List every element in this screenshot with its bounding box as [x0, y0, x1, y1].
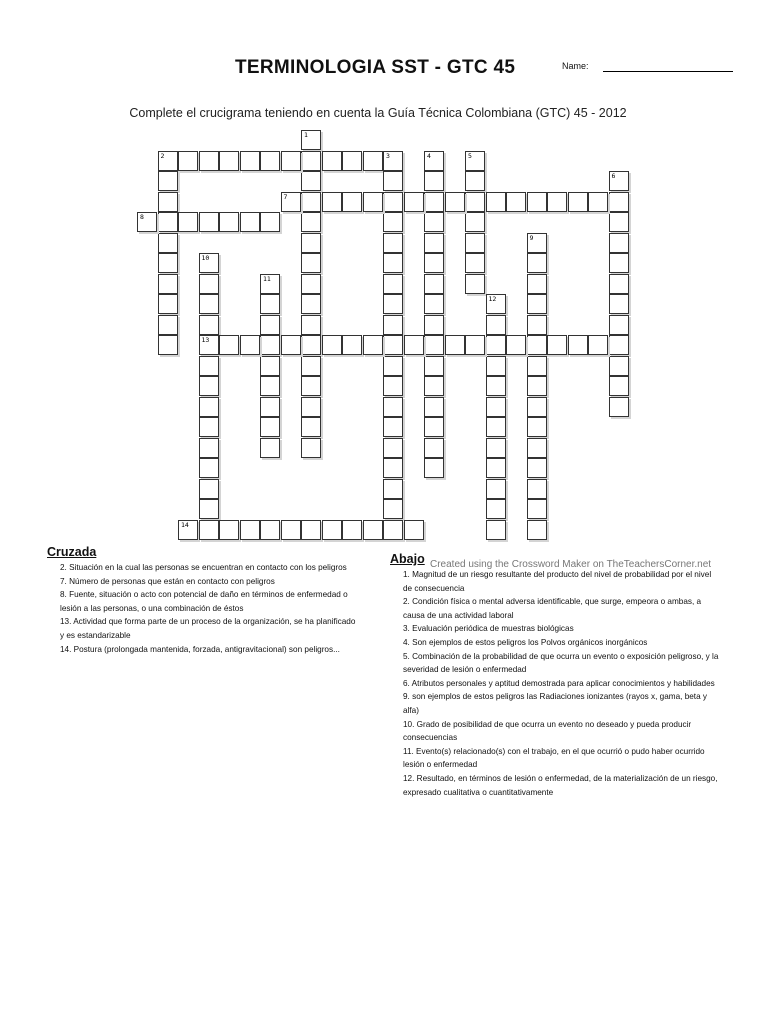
crossword-cell[interactable]	[424, 171, 444, 191]
crossword-cell[interactable]	[486, 397, 506, 417]
page-subtitle: Complete el crucigrama teniendo en cuenta la Guía Técnica Colombiana (GTC) 45 - 2012	[129, 106, 627, 120]
across-clue-13: 13. Actividad que forma parte de un proceso de la organización, se ha planificado y es estandarizable	[60, 617, 356, 640]
crossword-cell[interactable]	[301, 171, 321, 191]
crossword-cell[interactable]	[383, 274, 403, 294]
crossword-cell[interactable]	[486, 192, 506, 212]
name-field-line[interactable]	[603, 71, 733, 72]
crossword-cell[interactable]	[342, 520, 362, 540]
crossword-cell[interactable]	[383, 192, 403, 212]
crossword-cell[interactable]	[199, 520, 219, 540]
down-clue-5: 5. Combinación de la probabilidad de que ocurra un evento o exposición peligroso, y la severidad de lesión o enfermedad	[403, 651, 719, 675]
crossword-cell[interactable]	[424, 438, 444, 458]
down-clue-12: 12. Resultado, en términos de lesión o enfermedad, de la materialización de un riesgo, expresado cualitativa o cuantitativamente	[403, 773, 718, 797]
crossword-cell[interactable]	[219, 151, 239, 171]
crossword-cell[interactable]	[486, 356, 506, 376]
crossword-cell[interactable]	[281, 151, 301, 171]
crossword-cell[interactable]	[301, 520, 321, 540]
crossword-cell[interactable]	[424, 397, 444, 417]
crossword-cell[interactable]	[383, 356, 403, 376]
crossword-cell[interactable]	[609, 376, 629, 396]
across-clue-2: 2. Situación en la cual las personas se encuentran en contacto con los peligros	[60, 563, 347, 572]
crossword-cell[interactable]	[383, 253, 403, 273]
crossword-cell[interactable]	[609, 233, 629, 253]
crossword-cell[interactable]	[609, 315, 629, 335]
crossword-cell[interactable]	[260, 520, 280, 540]
crossword-cell[interactable]	[158, 274, 178, 294]
crossword-cell[interactable]	[199, 458, 219, 478]
crossword-cell[interactable]	[301, 356, 321, 376]
crossword-cell[interactable]	[383, 294, 403, 314]
clue-number: 1	[304, 131, 308, 139]
clue-number: 4	[427, 151, 431, 160]
crossword-cell[interactable]	[486, 458, 506, 478]
crossword-cell[interactable]	[506, 335, 526, 355]
clue-number: 3	[386, 151, 390, 160]
crossword-cell[interactable]	[178, 520, 198, 540]
across-heading: Cruzada	[47, 545, 97, 559]
crossword-cell[interactable]	[609, 171, 629, 191]
down-clue-4: 4. Son ejemplos de estos peligros los Polvos orgánicos inorgánicos	[403, 637, 648, 647]
credit-text: Created using the Crossword Maker on TheTeachersCorner.net	[430, 559, 712, 570]
crossword-cell[interactable]	[404, 335, 424, 355]
crossword-cell[interactable]	[260, 151, 280, 171]
crossword-cell[interactable]	[301, 253, 321, 273]
crossword-cell[interactable]	[199, 294, 219, 314]
crossword-cell[interactable]	[178, 151, 198, 171]
crossword-cell[interactable]	[260, 438, 280, 458]
crossword-cell[interactable]	[424, 192, 444, 212]
clue-number: 7	[283, 192, 288, 201]
clue-number: 12	[488, 295, 497, 303]
crossword-cell[interactable]	[424, 212, 444, 232]
crossword-cell[interactable]	[609, 253, 629, 273]
crossword-cell[interactable]	[240, 151, 260, 171]
crossword-cell[interactable]	[547, 192, 567, 212]
crossword-cell[interactable]	[383, 417, 403, 437]
crossword-cell[interactable]	[465, 253, 485, 273]
clue-number: 13	[201, 336, 210, 344]
crossword-cell[interactable]	[527, 192, 547, 212]
crossword-cell[interactable]	[609, 274, 629, 294]
crossword-cell[interactable]	[486, 438, 506, 458]
crossword-cell[interactable]	[301, 274, 321, 294]
crossword-cell[interactable]	[404, 192, 424, 212]
crossword-cell[interactable]	[260, 397, 280, 417]
crossword-cell[interactable]	[527, 499, 547, 519]
crossword-cell[interactable]	[342, 151, 362, 171]
crossword-cell[interactable]	[486, 376, 506, 396]
down-clue-list	[403, 568, 721, 799]
crossword-cell[interactable]	[486, 520, 506, 540]
across-clue-7: 7. Número de personas que están en contacto con peligros	[60, 576, 275, 586]
crossword-cell[interactable]	[383, 438, 403, 458]
crossword-cell[interactable]	[322, 520, 342, 540]
crossword-cell[interactable]	[240, 212, 260, 232]
crossword-cell[interactable]	[199, 335, 219, 355]
crossword-cell[interactable]	[609, 192, 629, 212]
crossword-cell[interactable]	[383, 458, 403, 478]
crossword-cell[interactable]	[260, 294, 280, 314]
down-clue-2: 2. Condición física o mental adversa identificable, que surge, empeora o ambas, a causa de una actividad laboral	[403, 597, 702, 620]
crossword-cell[interactable]	[424, 315, 444, 335]
crossword-cell[interactable]	[383, 233, 403, 253]
crossword-cell[interactable]	[609, 294, 629, 314]
crossword-cell[interactable]	[527, 274, 547, 294]
crossword-cell[interactable]	[609, 335, 629, 355]
crossword-cell[interactable]	[301, 376, 321, 396]
crossword-cell[interactable]	[240, 335, 260, 355]
crossword-cell[interactable]	[342, 335, 362, 355]
crossword-cell[interactable]	[445, 335, 465, 355]
crossword-cell[interactable]	[424, 233, 444, 253]
crossword-cell[interactable]	[506, 192, 526, 212]
crossword-cell[interactable]	[486, 499, 506, 519]
crossword-cell[interactable]	[527, 397, 547, 417]
crossword-cell[interactable]	[383, 376, 403, 396]
page-title: TERMINOLOGIA SST - GTC 45	[235, 57, 516, 78]
across-clue-14: 14. Postura (prolongada mantenida, forzada, antigravitacional) son peligros...	[60, 644, 340, 654]
crossword-cell[interactable]	[301, 438, 321, 458]
crossword-cell[interactable]	[527, 335, 547, 355]
crossword-cell[interactable]	[301, 192, 321, 212]
crossword-cell[interactable]	[486, 335, 506, 355]
crossword-cell[interactable]	[465, 151, 485, 171]
crossword-cell[interactable]	[404, 520, 424, 540]
clue-number: 2	[160, 151, 165, 160]
crossword-cell[interactable]	[527, 376, 547, 396]
crossword-cell[interactable]	[609, 212, 629, 232]
crossword-cell[interactable]	[219, 335, 239, 355]
crossword-cell[interactable]	[301, 151, 321, 171]
crossword-cell[interactable]	[486, 417, 506, 437]
crossword-cell[interactable]	[322, 335, 342, 355]
crossword-cell[interactable]	[199, 397, 219, 417]
clue-number: 6	[611, 172, 616, 180]
crossword-cell[interactable]	[260, 376, 280, 396]
crossword-cell[interactable]	[199, 376, 219, 396]
clue-number: 8	[140, 213, 144, 221]
crossword-cell[interactable]	[199, 253, 219, 273]
crossword-cell[interactable]	[609, 356, 629, 376]
crossword-cell[interactable]	[158, 335, 178, 355]
crossword-cell[interactable]	[199, 274, 219, 294]
crossword-cell[interactable]	[158, 171, 178, 191]
crossword-cell[interactable]	[445, 192, 465, 212]
down-clue-11: 11. Evento(s) relacionado(s) con el trabajo, en el que ocurrió o pudo haber ocurrido lesión o enfermedad	[403, 746, 705, 770]
crossword-cell[interactable]	[424, 417, 444, 437]
crossword-cell[interactable]	[158, 294, 178, 314]
crossword-cell[interactable]	[568, 335, 588, 355]
crossword-cell[interactable]	[199, 315, 219, 335]
crossword-cell[interactable]	[260, 274, 280, 294]
crossword-cell[interactable]	[486, 479, 506, 499]
crossword-cell[interactable]	[260, 356, 280, 376]
down-heading: Abajo	[390, 552, 425, 566]
crossword-cell[interactable]	[588, 192, 608, 212]
crossword-cell[interactable]	[199, 479, 219, 499]
crossword-cell[interactable]	[199, 417, 219, 437]
crossword-cell[interactable]	[301, 233, 321, 253]
crossword-cell[interactable]	[383, 397, 403, 417]
across-clue-8: 8. Fuente, situación o acto con potencial de daño en términos de enfermedad o lesión a las personas, o una combinación de éstos	[60, 590, 348, 613]
crossword-cell[interactable]	[199, 212, 219, 232]
crossword-cell[interactable]	[527, 438, 547, 458]
crossword-cell[interactable]	[363, 192, 383, 212]
clue-number: 14	[181, 520, 189, 529]
crossword-cell[interactable]	[260, 212, 280, 232]
crossword-cell[interactable]	[281, 520, 301, 540]
crossword-cell[interactable]	[137, 212, 157, 232]
crossword-cell[interactable]	[322, 151, 342, 171]
crossword-cell[interactable]	[383, 212, 403, 232]
crossword-cell[interactable]	[281, 335, 301, 355]
crossword-cell[interactable]	[301, 212, 321, 232]
down-clue-10: 10. Grado de posibilidad de que ocurra un evento no deseado y pueda producir consecuencias	[403, 719, 692, 743]
crossword-cell[interactable]	[363, 151, 383, 171]
crossword-cell[interactable]	[322, 192, 342, 212]
crossword-cell[interactable]	[199, 356, 219, 376]
crossword-cell[interactable]	[527, 356, 547, 376]
down-clue-1: 1. Magnitud de un riesgo resultante del producto del nivel de probabilidad por el nivel de consecuencia	[403, 570, 712, 593]
crossword-cell[interactable]	[158, 212, 178, 232]
crossword-cell[interactable]	[465, 212, 485, 232]
crossword-cell[interactable]	[424, 376, 444, 396]
crossword-cell[interactable]	[527, 479, 547, 499]
crossword-cell[interactable]	[158, 151, 178, 171]
crossword-cell[interactable]	[465, 335, 485, 355]
crossword-cell[interactable]	[527, 294, 547, 314]
crossword-cell[interactable]	[199, 438, 219, 458]
crossword-cell[interactable]	[301, 417, 321, 437]
crossword-cell[interactable]	[588, 335, 608, 355]
crossword-cell[interactable]	[465, 274, 485, 294]
down-clue-3: 3. Evaluación periódica de muestras biológicas	[403, 624, 574, 634]
crossword-cell[interactable]	[219, 520, 239, 540]
crossword-cell[interactable]	[527, 458, 547, 478]
crossword-cell[interactable]	[547, 335, 567, 355]
crossword-cell[interactable]	[527, 233, 547, 253]
crossword-cell[interactable]	[383, 335, 403, 355]
clue-number: 11	[263, 274, 271, 283]
crossword-cell[interactable]	[301, 130, 321, 150]
crossword-cell[interactable]	[383, 479, 403, 499]
crossword-cell[interactable]	[199, 499, 219, 519]
crossword-cell[interactable]	[527, 417, 547, 437]
across-clue-list	[60, 561, 360, 656]
crossword-cell[interactable]	[363, 335, 383, 355]
clue-number: 9	[529, 233, 534, 242]
crossword-cell[interactable]	[383, 151, 403, 171]
crossword-cell[interactable]	[465, 233, 485, 253]
crossword-cell[interactable]	[199, 151, 219, 171]
crossword-cell[interactable]	[424, 253, 444, 273]
crossword-cell[interactable]	[527, 315, 547, 335]
down-clue-6: 6. Atributos personales y aptitud demostrada para aplicar conocimientos y habilidades	[403, 678, 715, 688]
crossword-cell[interactable]	[383, 171, 403, 191]
crossword-cell[interactable]	[158, 253, 178, 273]
crossword-cell[interactable]	[486, 315, 506, 335]
crossword-cell[interactable]	[260, 315, 280, 335]
crossword-cell[interactable]	[424, 151, 444, 171]
crossword-cell[interactable]	[301, 397, 321, 417]
clue-number: 10	[201, 254, 210, 262]
crossword-cell[interactable]	[342, 192, 362, 212]
crossword-cell[interactable]	[424, 356, 444, 376]
crossword-cell[interactable]	[240, 520, 260, 540]
crossword-cell[interactable]	[609, 397, 629, 417]
crossword-cell[interactable]	[383, 520, 403, 540]
crossword-cell[interactable]	[281, 192, 301, 212]
crossword-cell[interactable]	[465, 171, 485, 191]
crossword-cell[interactable]	[158, 233, 178, 253]
crossword-cell[interactable]	[424, 294, 444, 314]
crossword-cell[interactable]	[301, 294, 321, 314]
name-label: Name:	[562, 61, 589, 71]
crossword-cell[interactable]	[178, 212, 198, 232]
crossword-cell[interactable]	[301, 315, 321, 335]
crossword-cell[interactable]	[527, 253, 547, 273]
crossword-cell[interactable]	[158, 192, 178, 212]
crossword-cell[interactable]	[260, 417, 280, 437]
crossword-cell[interactable]	[301, 335, 321, 355]
crossword-cell[interactable]	[158, 315, 178, 335]
clue-number: 5	[468, 151, 472, 160]
crossword-cell[interactable]	[424, 274, 444, 294]
crossword-cell[interactable]	[363, 520, 383, 540]
crossword-cell[interactable]	[260, 335, 280, 355]
crossword-cell[interactable]	[568, 192, 588, 212]
crossword-cell[interactable]	[424, 335, 444, 355]
crossword-cell[interactable]	[465, 192, 485, 212]
crossword-cell[interactable]	[219, 212, 239, 232]
down-clue-9: 9. son ejemplos de estos peligros las Radiaciones ionizantes (rayos x, gama, beta y alfa)	[403, 692, 708, 715]
crossword-cell[interactable]	[527, 520, 547, 540]
crossword-cell[interactable]	[383, 499, 403, 519]
crossword-cell[interactable]	[383, 315, 403, 335]
crossword-cell[interactable]	[424, 458, 444, 478]
crossword-cell[interactable]	[486, 294, 506, 314]
